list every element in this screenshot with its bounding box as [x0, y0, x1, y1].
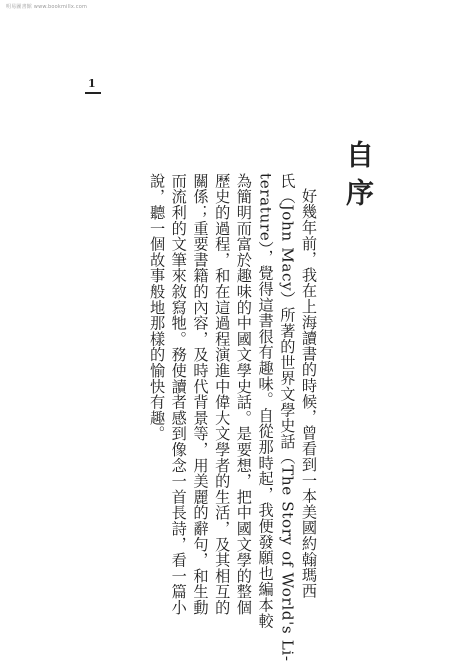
text-column: 說，聽一個故事般地那樣的愉快有趣。: [148, 173, 167, 442]
page-number: 1: [88, 77, 96, 90]
text-column: 關係；重要書籍的內容，及時代背景等，用美麗的辭句，和生動: [191, 173, 210, 616]
preface-paragraph: [145, 173, 319, 662]
page-number-rule: [85, 92, 101, 94]
text-column: 而流利的文筆來敘寫牠。務使讀者感到像念一首長詩，看一篇小: [169, 173, 188, 616]
text-column: 為簡明而富於趣味的中國文學史話。是要想，把中國文學的整個: [234, 173, 253, 616]
preface-title: 自序: [342, 140, 375, 216]
text-column: 歷史的過程，和在這過程演進中偉大文學者的生活，及其相互的: [213, 173, 232, 616]
text-column: 好幾年前，我在上海讀書的時候，曾看到一本美國約翰瑪西: [300, 188, 318, 599]
text-column: terature），覺得這書很有趣味。自從那時起，我便發願也編本較: [256, 173, 275, 629]
watermark-text: 明易圖書館 www.bookmillx.com: [6, 4, 88, 10]
text-column: 氏（John Macy）所著的世界文學史話（The Story of World's Li-: [278, 173, 297, 662]
